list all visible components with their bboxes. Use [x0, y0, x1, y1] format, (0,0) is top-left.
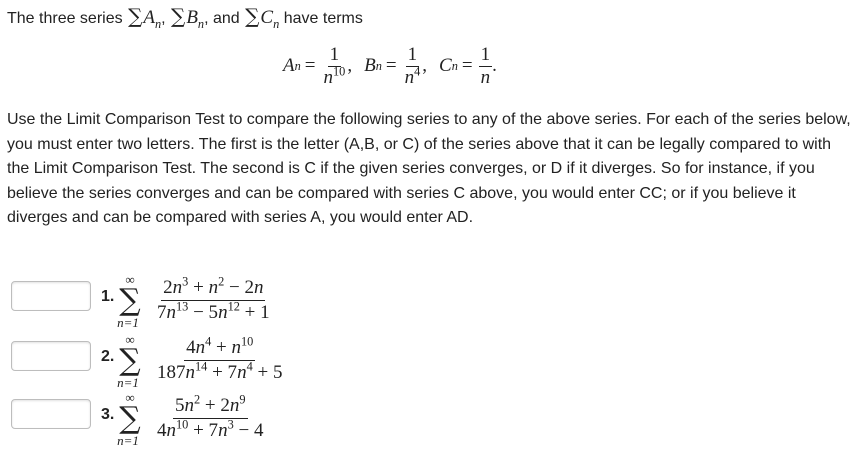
term: n	[208, 277, 219, 298]
exponent: 10	[241, 334, 254, 349]
term: + 1	[239, 302, 270, 323]
definition-b: B n = $\frac{1}{n^4}$ ,	[364, 43, 428, 88]
term: n	[172, 277, 183, 298]
answer-input-2[interactable]	[11, 341, 91, 371]
problem-2	[7, 334, 327, 392]
problem-fraction	[155, 394, 265, 443]
intro-line	[7, 6, 363, 29]
term: 4	[157, 420, 167, 441]
problem-number: 3.	[101, 406, 115, 423]
sigma-symbol-icon: ∑	[245, 4, 260, 28]
definition-b-fraction: $\frac{1}{n^4}$	[404, 43, 421, 88]
exponent: 3	[182, 274, 189, 289]
term: + 7	[188, 420, 219, 441]
sigma-symbol-icon: ∑	[119, 283, 141, 318]
term: 5	[174, 395, 185, 416]
summation: ∞ ∑ n=1	[117, 274, 143, 332]
term: n	[195, 337, 206, 358]
term: +	[211, 337, 232, 358]
definition-c: C n = $\frac{1}{n}$ .	[439, 43, 497, 88]
sigma-symbol-icon: ∑	[119, 401, 141, 436]
problem-1	[7, 274, 327, 332]
sigma-symbol-icon: ∑	[171, 4, 186, 28]
exponent: 3	[227, 417, 234, 432]
exponent: 9	[239, 392, 246, 407]
numerator	[184, 336, 255, 361]
term: − 4	[233, 420, 264, 441]
series-b-sum: $\sum B_n$	[171, 4, 205, 31]
term: + 5	[252, 362, 283, 383]
term: n	[218, 420, 228, 441]
instructions-text: Use the Limit Comparison Test to compare the following series to any of the above series. For each of the series below, you must enter two letters. The first is the letter (A,B, or C) of the series above that it can be legally compared to with the Limit Comparison Test. The second is C if the given series converges, or D if it diverges. So for instance, if you believe the series converges and can be compared with series C above, you would enter CC; or if you believe it diverges and can be compared with series A, you would enter AD.	[7, 111, 851, 226]
intro-sep1: ,	[161, 10, 166, 27]
series-a-sum: $\sum A_n$	[128, 4, 162, 31]
denominator	[155, 301, 272, 325]
sigma-symbol-icon: ∑	[119, 343, 141, 378]
answer-input-1[interactable]	[11, 281, 91, 311]
term: n	[184, 395, 194, 416]
term: 7	[157, 302, 167, 323]
term: n	[166, 420, 176, 441]
intro-sep2: , and	[204, 10, 240, 27]
numerator	[173, 394, 248, 419]
series-definitions	[283, 36, 509, 96]
term: n	[166, 302, 176, 323]
sigma-symbol-icon: ∑	[128, 4, 143, 28]
intro-suffix: have terms	[283, 10, 363, 27]
term: n	[253, 277, 264, 298]
problem-fraction	[155, 276, 272, 325]
term: 187	[157, 362, 186, 383]
term: n	[231, 337, 241, 358]
term: 2	[163, 277, 173, 298]
term: n	[185, 362, 195, 383]
term: n	[229, 395, 240, 416]
exponent: 12	[227, 299, 240, 314]
term: +	[188, 277, 209, 298]
term: n	[218, 302, 228, 323]
exponent: 10	[176, 417, 189, 432]
term: + 7	[207, 362, 238, 383]
summation: ∞ ∑ n=1	[117, 334, 143, 392]
problem-3	[7, 392, 327, 450]
definition-a: A n = $\frac{1}{n^{10}}$ ,	[283, 43, 353, 88]
definition-a-fraction: $\frac{1}{n^{10}}$	[323, 43, 346, 88]
answer-input-3[interactable]	[11, 399, 91, 429]
problem-number: 1.	[101, 288, 115, 305]
exponent: 13	[176, 299, 189, 314]
intro-prefix: The three series	[7, 10, 123, 27]
term: + 2	[200, 395, 230, 416]
problem-number: 2.	[101, 348, 115, 365]
numerator	[161, 276, 265, 301]
term: n	[237, 362, 247, 383]
denominator	[155, 419, 265, 443]
summation: ∞ ∑ n=1	[117, 392, 143, 450]
denominator	[155, 361, 284, 385]
exponent: 2	[218, 274, 225, 289]
exponent: 4	[246, 359, 253, 374]
term: − 2	[224, 277, 254, 298]
exponent: 2	[193, 392, 201, 407]
problem-fraction	[155, 336, 284, 385]
series-c-sum: $\sum C_n$	[245, 4, 280, 31]
exponent: 4	[205, 334, 212, 349]
exponent: 14	[195, 359, 208, 374]
term: − 5	[188, 302, 219, 323]
definition-c-fraction: $\frac{1}{n}$	[480, 43, 491, 88]
term: 4	[186, 337, 196, 358]
